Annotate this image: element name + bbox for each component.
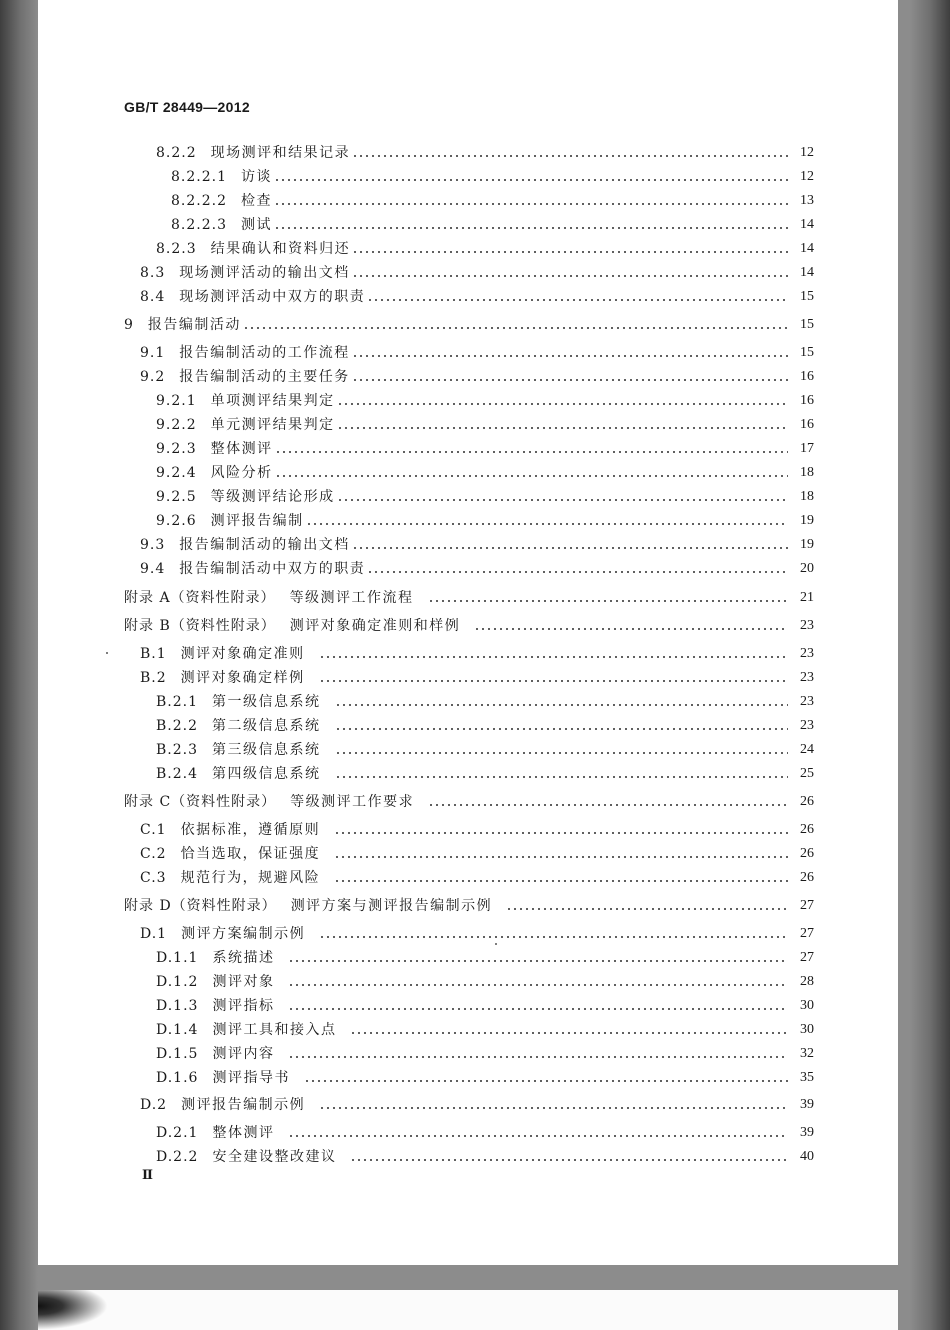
toc-entry — [140, 343, 814, 363]
toc-entry-number: 9.2 — [140, 369, 166, 385]
toc-entry-page: 26 — [800, 822, 814, 837]
toc-entry-number: C.2 — [140, 846, 167, 862]
toc-entry-number: 附录 B（资料性附录） — [124, 618, 276, 634]
toc-entry-page: 14 — [800, 217, 814, 232]
toc-entry-page: 16 — [800, 393, 814, 408]
toc-entry-number: B.1 — [140, 646, 167, 662]
toc-entry — [140, 535, 814, 555]
toc-entry-number: D.2.2 — [156, 1149, 199, 1165]
toc-entry — [156, 487, 814, 507]
toc-entry — [171, 191, 814, 211]
toc-entry-page: 23 — [800, 670, 814, 685]
toc-entry-title: 报告编制活动的主要任务 — [179, 369, 350, 385]
toc-entry — [156, 692, 814, 712]
toc-entry-title: 测评对象 — [212, 974, 275, 990]
toc-entry — [156, 511, 814, 531]
toc-entry-title: 测评工具和接入点 — [212, 1022, 337, 1038]
toc-entry — [171, 167, 814, 187]
toc-entry-page: 14 — [800, 265, 814, 280]
dot-leader — [367, 287, 788, 307]
dot-leader — [350, 1147, 788, 1167]
table-of-contents — [38, 0, 898, 1265]
toc-entry-page: 30 — [800, 998, 814, 1013]
toc-entry-number: D.1.6 — [156, 1070, 199, 1086]
toc-entry — [124, 896, 814, 916]
dot-leader — [337, 487, 788, 507]
toc-entry-title: 等级测评工作要求 — [290, 794, 415, 810]
dot-leader — [352, 143, 788, 163]
toc-entry-number: D.1.3 — [156, 998, 199, 1014]
toc-entry — [156, 1068, 814, 1088]
toc-entry-page: 21 — [800, 590, 814, 605]
toc-entry-title: 检查 — [240, 193, 272, 209]
toc-entry-number: D.1 — [140, 926, 168, 942]
toc-entry — [156, 463, 814, 483]
dot-leader — [274, 167, 788, 187]
dot-leader — [335, 740, 788, 760]
toc-entry-title: 整体测评 — [212, 1125, 275, 1141]
toc-entry — [140, 367, 814, 387]
toc-entry-number: 8.3 — [140, 265, 166, 281]
dot-leader — [367, 559, 788, 579]
toc-entry-title: 等级测评结论形成 — [210, 489, 335, 505]
toc-entry — [156, 415, 814, 435]
toc-entry-page: 28 — [800, 974, 814, 989]
toc-entry-page: 12 — [800, 145, 814, 160]
toc-entry-number: 9.2.1 — [156, 393, 197, 409]
toc-entry-page: 30 — [800, 1022, 814, 1037]
toc-entry-number: 9.4 — [140, 561, 166, 577]
dot-leader — [288, 948, 788, 968]
dot-leader — [428, 588, 788, 608]
toc-entry-page: 39 — [800, 1097, 814, 1112]
toc-entry-title: 恰当选取，保证强度 — [180, 846, 321, 862]
toc-entry — [156, 391, 814, 411]
toc-entry-page: 27 — [800, 898, 814, 913]
toc-entry-page: 27 — [800, 950, 814, 965]
toc-entry-title: 测评对象确定样例 — [180, 670, 305, 686]
document-page — [38, 0, 898, 1265]
dot-leader — [334, 820, 788, 840]
toc-entry-title: 访谈 — [240, 169, 272, 185]
toc-entry-title: 测评报告编制示例 — [181, 1097, 306, 1113]
toc-entry-title: 整体测评 — [210, 441, 273, 457]
toc-entry — [140, 287, 814, 307]
dot-leader — [352, 263, 788, 283]
toc-entry-title: 测评指标 — [212, 998, 275, 1014]
toc-entry-title: 测评对象确定准则和样例 — [289, 618, 461, 634]
toc-entry-page: 23 — [800, 618, 814, 633]
toc-entry — [124, 792, 814, 812]
dot-leader — [352, 367, 788, 387]
toc-entry-number: 附录 C（资料性附录） — [124, 794, 277, 810]
toc-entry-page: 40 — [800, 1149, 814, 1164]
dot-leader — [288, 1044, 788, 1064]
toc-entry — [140, 820, 814, 840]
toc-entry-page: 18 — [800, 489, 814, 504]
toc-entry-title: 等级测评工作流程 — [289, 590, 414, 606]
toc-entry-number: 9 — [124, 317, 134, 333]
toc-entry — [124, 588, 814, 608]
toc-entry-title: 现场测评和结果记录 — [210, 145, 351, 161]
toc-entry — [156, 740, 814, 760]
dot-leader — [337, 415, 788, 435]
toc-entry-number: C.1 — [140, 822, 167, 838]
dot-leader — [319, 668, 788, 688]
toc-entry-page: 19 — [800, 513, 814, 528]
toc-entry — [156, 143, 814, 163]
dot-leader — [352, 239, 788, 259]
toc-entry-number: D.1.4 — [156, 1022, 199, 1038]
toc-entry-number: 8.2.2.2 — [171, 193, 227, 209]
dot-leader — [274, 191, 788, 211]
dot-leader — [506, 896, 788, 916]
toc-entry-number: D.1.5 — [156, 1046, 199, 1062]
toc-entry-page: 15 — [800, 345, 814, 360]
toc-entry-number: B.2.3 — [156, 742, 199, 758]
standard-header: GB/T 28449—2012 — [124, 99, 250, 115]
toc-entry — [140, 844, 814, 864]
dot-leader — [335, 764, 788, 784]
toc-entry-page: 39 — [800, 1125, 814, 1140]
toc-entry — [156, 1020, 814, 1040]
toc-entry-number: D.1.1 — [156, 950, 199, 966]
dot-leader — [337, 391, 788, 411]
toc-entry-title: 第一级信息系统 — [212, 694, 321, 710]
toc-entry-number: 9.2.2 — [156, 417, 197, 433]
toc-entry-number: 8.2.3 — [156, 241, 197, 257]
toc-entry-number: D.1.2 — [156, 974, 199, 990]
toc-entry-page: 16 — [800, 369, 814, 384]
toc-entry-title: 第三级信息系统 — [212, 742, 321, 758]
toc-entry-page: 35 — [800, 1070, 814, 1085]
toc-entry-page: 32 — [800, 1046, 814, 1061]
toc-entry-title: 测评对象确定准则 — [180, 646, 305, 662]
scan-smudge — [38, 1290, 108, 1330]
toc-entry-number: C.3 — [140, 870, 167, 886]
toc-entry — [140, 924, 814, 944]
toc-entry — [156, 1147, 814, 1167]
dot-leader — [275, 463, 788, 483]
scan-speck — [495, 943, 497, 945]
toc-entry-page: 12 — [800, 169, 814, 184]
dot-leader — [288, 996, 788, 1016]
toc-entry-title: 测评方案编制示例 — [181, 926, 306, 942]
toc-entry-number: 8.2.2.3 — [171, 217, 227, 233]
toc-entry-page: 23 — [800, 694, 814, 709]
toc-entry — [124, 315, 814, 335]
toc-entry-page: 15 — [800, 289, 814, 304]
dot-leader — [288, 972, 788, 992]
dot-leader — [334, 868, 788, 888]
toc-entry — [124, 616, 814, 636]
toc-entry-page: 19 — [800, 537, 814, 552]
toc-entry-page: 15 — [800, 317, 814, 332]
toc-entry-title: 现场测评活动中双方的职责 — [179, 289, 366, 305]
toc-entry — [140, 1095, 814, 1115]
toc-entry-title: 报告编制活动的工作流程 — [179, 345, 350, 361]
next-page-edge — [38, 1290, 898, 1330]
toc-entry-page: 26 — [800, 846, 814, 861]
toc-entry-number: B.2.4 — [156, 766, 199, 782]
toc-entry-number: 附录 D（资料性附录） — [124, 898, 277, 914]
dot-leader — [335, 692, 788, 712]
page-number: Ⅱ — [142, 1168, 153, 1183]
toc-entry-page: 17 — [800, 441, 814, 456]
toc-entry-title: 第四级信息系统 — [212, 766, 321, 782]
dot-leader — [334, 844, 788, 864]
toc-entry-title: 系统描述 — [212, 950, 275, 966]
toc-entry-page: 18 — [800, 465, 814, 480]
toc-entry — [156, 716, 814, 736]
toc-entry-page: 25 — [800, 766, 814, 781]
toc-entry-title: 报告编制活动 — [147, 317, 241, 333]
toc-entry-title: 风险分析 — [210, 465, 273, 481]
dot-leader — [304, 1068, 788, 1088]
toc-entry-title: 结果确认和资料归还 — [210, 241, 351, 257]
dot-leader — [288, 1123, 788, 1143]
toc-entry-page: 23 — [800, 646, 814, 661]
toc-entry-title: 报告编制活动中双方的职责 — [179, 561, 366, 577]
toc-entry-number: 9.1 — [140, 345, 166, 361]
toc-entry-title: 依据标准，遵循原则 — [180, 822, 321, 838]
toc-entry-title: 测评指导书 — [212, 1070, 290, 1086]
toc-entry-number: B.2 — [140, 670, 167, 686]
dot-leader — [274, 215, 788, 235]
toc-entry-title: 报告编制活动的输出文档 — [179, 537, 350, 553]
toc-entry — [156, 948, 814, 968]
toc-entry-number: B.2.2 — [156, 718, 199, 734]
toc-entry-title: 规范行为，规避风险 — [180, 870, 321, 886]
toc-entry — [140, 263, 814, 283]
toc-entry-page: 14 — [800, 241, 814, 256]
toc-entry — [140, 559, 814, 579]
toc-entry-title: 第二级信息系统 — [212, 718, 321, 734]
toc-entry-number: 9.3 — [140, 537, 166, 553]
dot-leader — [243, 315, 788, 335]
toc-entry-title: 测试 — [240, 217, 272, 233]
dot-leader — [306, 511, 788, 531]
dot-leader — [428, 792, 788, 812]
scan-speck — [106, 652, 108, 654]
toc-entry-number: 9.2.3 — [156, 441, 197, 457]
toc-entry — [140, 868, 814, 888]
toc-entry-title: 测评报告编制 — [210, 513, 304, 529]
toc-entry-number: 附录 A（资料性附录） — [124, 590, 276, 606]
toc-entry — [156, 764, 814, 784]
toc-entry-page: 23 — [800, 718, 814, 733]
toc-entry-number: B.2.1 — [156, 694, 199, 710]
toc-entry — [156, 1044, 814, 1064]
toc-entry-page: 26 — [800, 870, 814, 885]
toc-entry-title: 现场测评活动的输出文档 — [179, 265, 350, 281]
toc-entry — [156, 439, 814, 459]
dot-leader — [335, 716, 788, 736]
toc-entry-number: D.2.1 — [156, 1125, 199, 1141]
toc-entry — [171, 215, 814, 235]
dot-leader — [319, 924, 788, 944]
toc-entry-number: 9.2.5 — [156, 489, 197, 505]
toc-entry-number: 9.2.4 — [156, 465, 197, 481]
toc-entry-title: 安全建设整改建议 — [212, 1149, 337, 1165]
dot-leader — [352, 343, 788, 363]
dot-leader — [352, 535, 788, 555]
toc-entry-title: 测评内容 — [212, 1046, 275, 1062]
dot-leader — [275, 439, 788, 459]
toc-entry — [156, 1123, 814, 1143]
toc-entry-number: 9.2.6 — [156, 513, 197, 529]
toc-entry-number: 8.2.2.1 — [171, 169, 227, 185]
toc-entry-page: 24 — [800, 742, 814, 757]
toc-entry — [156, 972, 814, 992]
toc-entry-page: 13 — [800, 193, 814, 208]
dot-leader — [319, 644, 788, 664]
toc-entry-page: 26 — [800, 794, 814, 809]
toc-entry-page: 16 — [800, 417, 814, 432]
toc-entry — [156, 239, 814, 259]
dot-leader — [350, 1020, 788, 1040]
toc-entry — [140, 644, 814, 664]
toc-entry-number: D.2 — [140, 1097, 168, 1113]
dot-leader — [319, 1095, 788, 1115]
toc-entry-title: 单元测评结果判定 — [210, 417, 335, 433]
toc-entry — [156, 996, 814, 1016]
toc-entry-title: 单项测评结果判定 — [210, 393, 335, 409]
toc-entry — [140, 668, 814, 688]
toc-entry-page: 20 — [800, 561, 814, 576]
toc-entry-number: 8.2.2 — [156, 145, 197, 161]
toc-entry-page: 27 — [800, 926, 814, 941]
dot-leader — [474, 616, 788, 636]
toc-entry-number: 8.4 — [140, 289, 166, 305]
toc-entry-title: 测评方案与测评报告编制示例 — [290, 898, 493, 914]
